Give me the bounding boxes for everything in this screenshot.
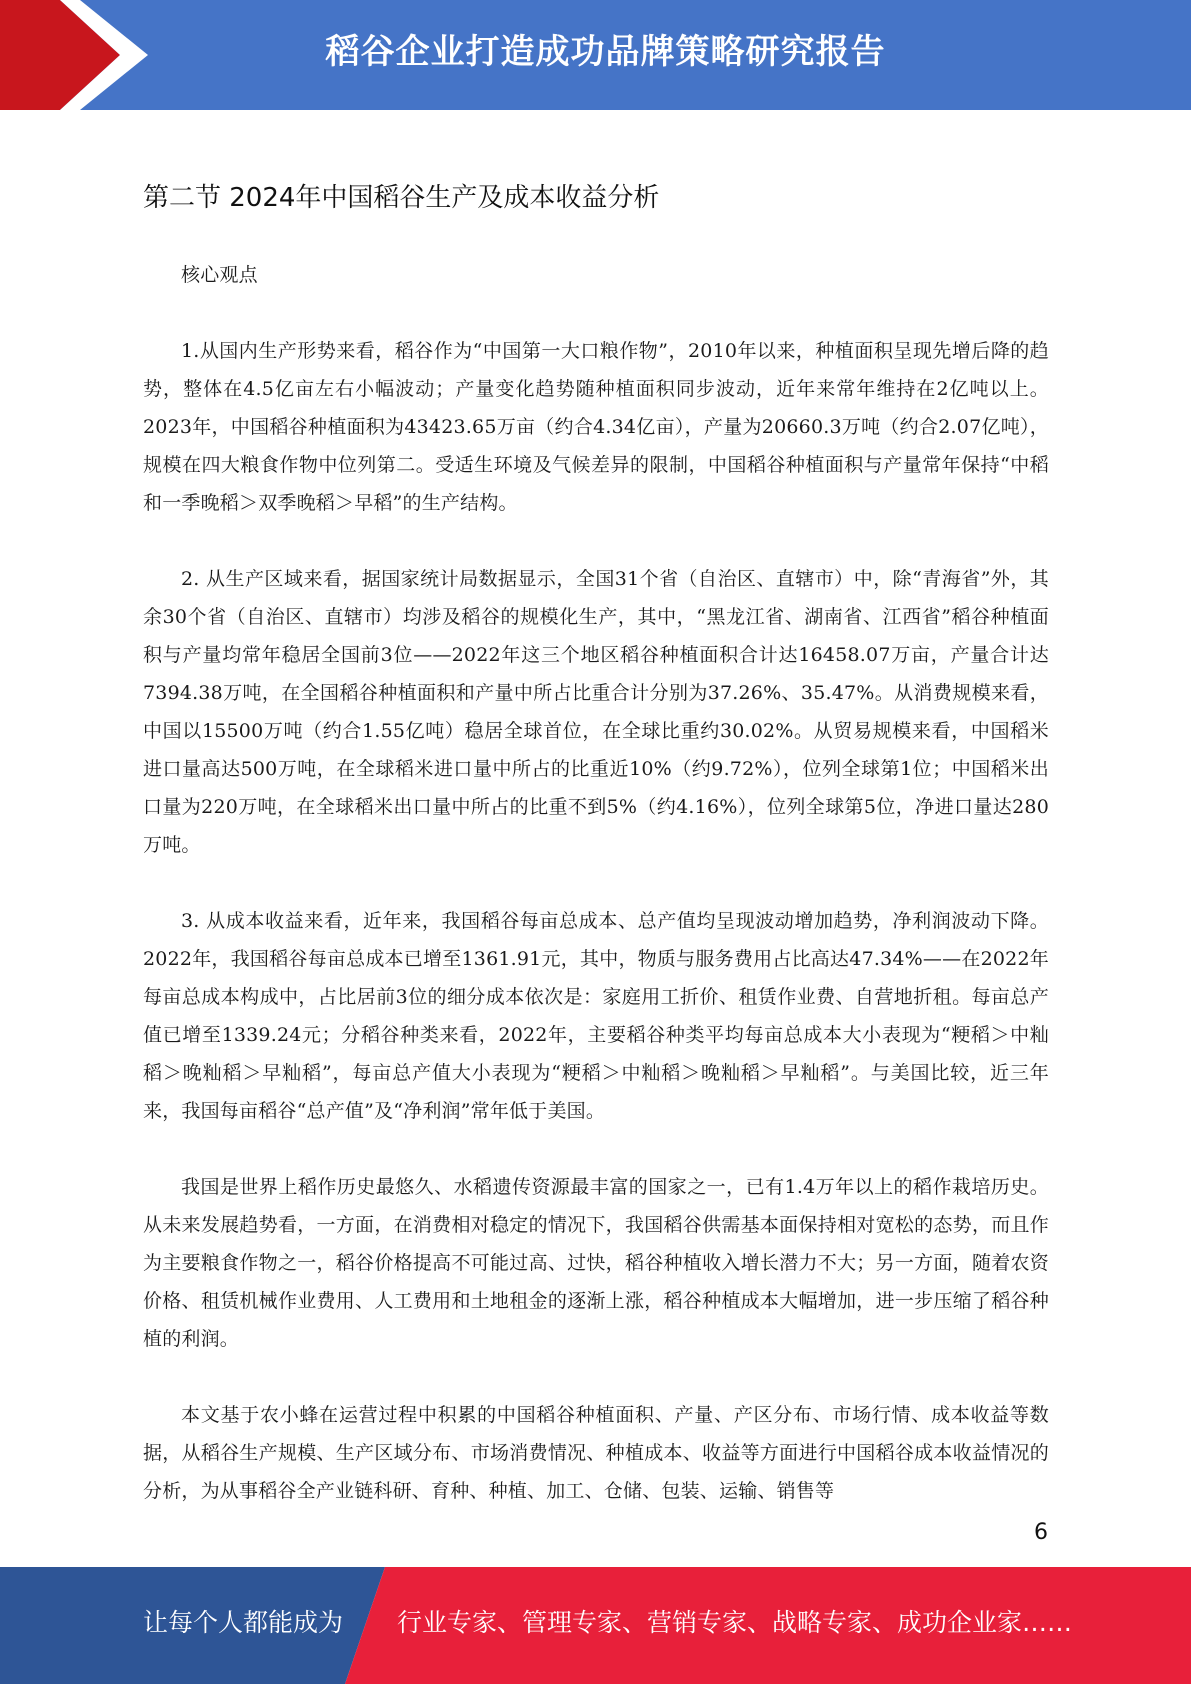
paragraph: 本文基于农小蜂在运营过程中积累的中国稻谷种植面积、产量、产区分布、市场行情、成本收益等数据，从稻谷生产规模、生产区域分布、市场消费情况、种植成本、收益等方面进行中国稻谷成本收益情况的分析，为从事稻谷全产业链科研、育种、种植、加工、仓储、包装、运输、销售等 bbox=[143, 1404, 1049, 1502]
paragraph: 我国是世界上稻作历史最悠久、水稻遗传资源最丰富的国家之一，已有1.4万年以上的稻作栽培历史。从未来发展趋势看，一方面，在消费相对稳定的情况下，我国稻谷供需基本面保持相对宽松的态势，而且作为主要粮食作物之一，稻谷价格提高不可能过高、过快，稻谷种植收入增长潜力不大；另一方面，随着农资价格、租赁机械作业费用、人工费用和土地租金的逐渐上涨，稻谷种植成本大幅增加，进一步压缩了稻谷种植的利润。 bbox=[143, 1176, 1049, 1350]
report-title: 稻谷企业打造成功品牌策略研究报告 bbox=[325, 32, 886, 72]
header-band bbox=[0, 0, 1191, 110]
footer-banner bbox=[0, 1567, 1191, 1684]
key-points-heading: 核心观点 bbox=[181, 264, 258, 286]
footer-slogan-left: 让每个人都能成为 bbox=[143, 1608, 344, 1637]
paragraph: 2. 从生产区域来看，据国家统计局数据显示，全国31个省（自治区、直辖市）中，除“青海省”外，其余30个省（自治区、直辖市）均涉及稻谷的规模化生产，其中，“黑龙江省、湖南省、江西省”稻谷种植面积与产量均常年稳居全国前3位——2022年这三个地区稻谷种植面积合计达16458.07万亩，产量合计达7394.38万吨，在全国稻谷种植面积和产量中所占比重合计分别为37.26%、35.47%。从消费规模来看，中国以15500万吨（约合1.55亿吨）稳居全球首位，在全球比重约30.02%。从贸易规模来看，中国稻米进口量高达500万吨，在全球稻米进口量中所占的比重近10%（约9.72%），位列全球第1位；中国稻米出口量为220万吨，在全球稻米出口量中所占的比重不到5%（约4.16%），位列全球第5位，净进口量达280万吨。 bbox=[143, 568, 1049, 856]
section-title: 第二节 2024年中国稻谷生产及成本收益分析 bbox=[143, 183, 660, 213]
page-number: 6 bbox=[1034, 1520, 1048, 1545]
paragraph: 1.从国内生产形势来看，稻谷作为“中国第一大口粮作物”，2010年以来，种植面积呈现先增后降的趋势，整体在4.5亿亩左右小幅波动；产量变化趋势随种植面积同步波动，近年来常年维持在2亿吨以上。2023年，中国稻谷种植面积为43423.65万亩（约合4.34亿亩），产量为20660.3万吨（约合2.07亿吨），规模在四大粮食作物中位列第二。受适生环境及气候差异的限制，中国稻谷种植面积与产量常年保持“中稻和一季晚稻＞双季晚稻＞早稻”的生产结构。 bbox=[143, 340, 1049, 514]
paragraph: 3. 从成本收益来看，近年来，我国稻谷每亩总成本、总产值均呈现波动增加趋势，净利润波动下降。2022年，我国稻谷每亩总成本已增至1361.91元，其中，物质与服务费用占比高达47.34%——在2022年每亩总成本构成中，占比居前3位的细分成本依次是：家庭用工折价、租赁作业费、自营地折租。每亩总产值已增至1339.24元；分稻谷种类来看，2022年，主要稻谷种类平均每亩总成本大小表现为“粳稻＞中籼稻＞晚籼稻＞早籼稻”，每亩总产值大小表现为“粳稻＞中籼稻＞晚籼稻＞早籼稻”。与美国比较，近三年来，我国每亩稻谷“总产值”及“净利润”常年低于美国。 bbox=[143, 910, 1049, 1122]
body-content bbox=[143, 256, 1049, 1510]
footer-slogan-right: 行业专家、管理专家、营销专家、战略专家、成功企业家…… bbox=[397, 1608, 1073, 1637]
